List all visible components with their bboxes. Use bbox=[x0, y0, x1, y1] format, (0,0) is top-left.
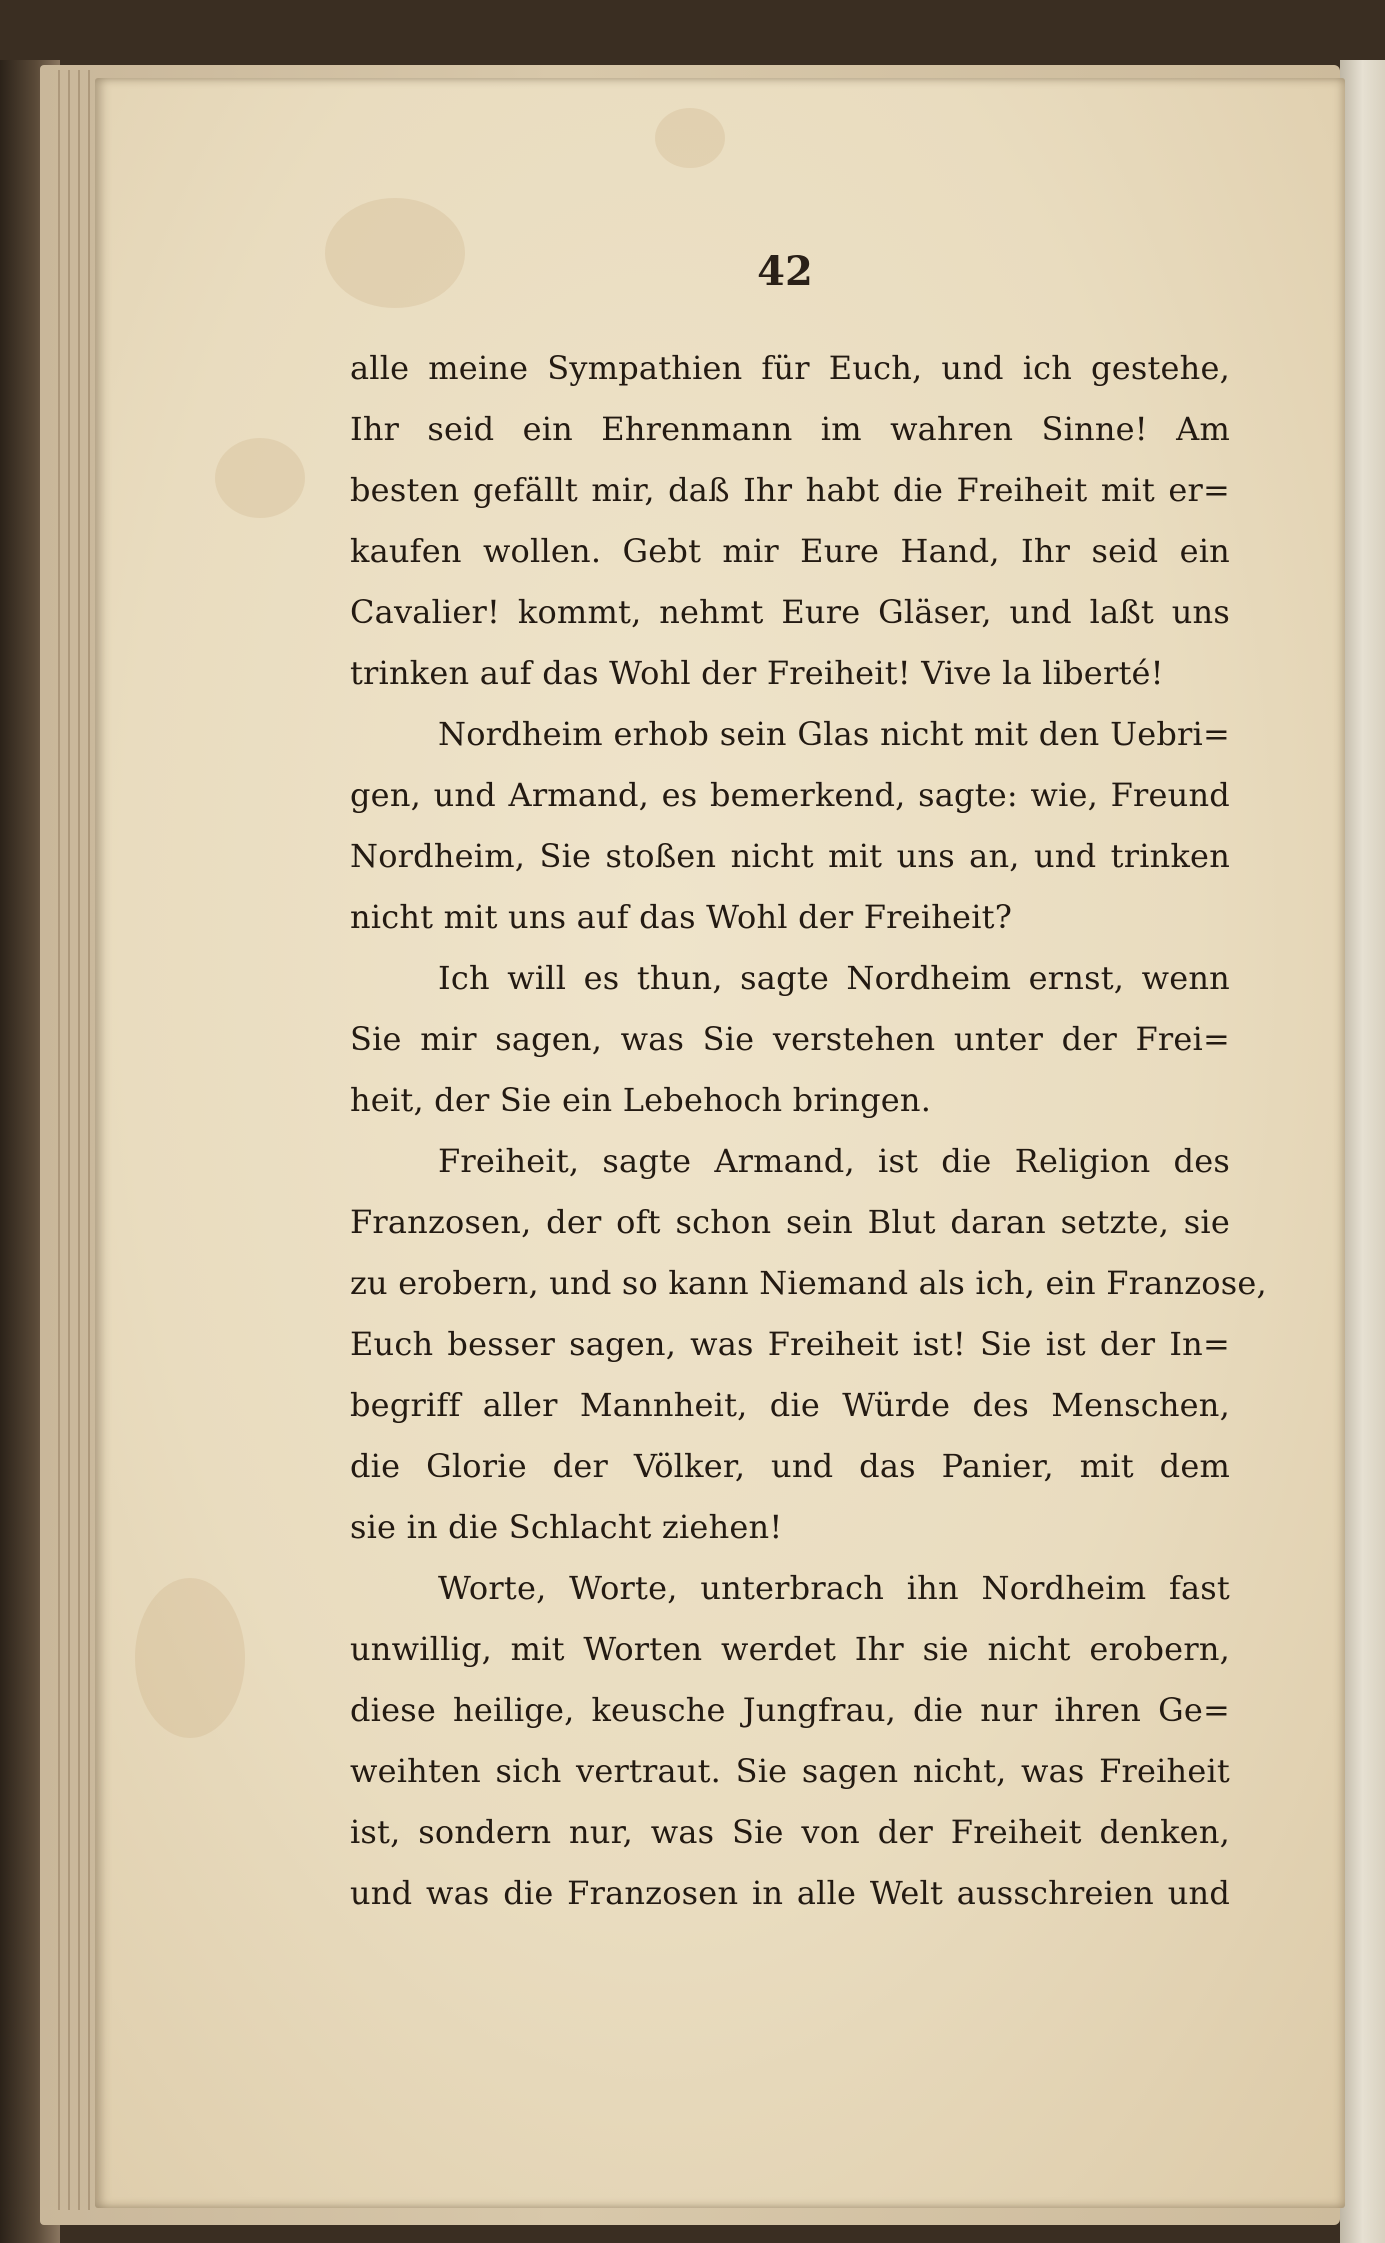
text-line: unwillig, mit Worten werdet Ihr sie nicht erobern, bbox=[350, 1630, 1230, 1668]
text-line: alle meine Sympathien für Euch, und ich gestehe, bbox=[350, 349, 1230, 387]
text-line: Ihr seid ein Ehrenmann im wahren Sinne! Am bbox=[350, 410, 1230, 448]
text-line: heit, der Sie ein Lebehoch bringen. bbox=[350, 1081, 932, 1119]
text-line: und was die Franzosen in alle Welt ausschreien und bbox=[350, 1874, 1230, 1912]
foxing-stain bbox=[135, 1578, 245, 1738]
text-line: begriff aller Mannheit, die Würde des Menschen, bbox=[350, 1386, 1230, 1424]
page-edge-line bbox=[78, 70, 80, 2210]
facing-page-edge bbox=[1340, 60, 1385, 2243]
text-line: besten gefällt mir, daß Ihr habt die Freiheit mit er= bbox=[350, 471, 1230, 509]
foxing-stain bbox=[215, 438, 305, 518]
page-edge-line bbox=[88, 70, 90, 2210]
foxing-stain bbox=[325, 198, 465, 308]
text-line: Nordheim, Sie stoßen nicht mit uns an, und trinken bbox=[350, 837, 1230, 875]
foxing-stain bbox=[655, 108, 725, 168]
text-line: Euch besser sagen, was Freiheit ist! Sie ist der In= bbox=[350, 1325, 1230, 1363]
text-line: ist, sondern nur, was Sie von der Freiheit denken, bbox=[350, 1813, 1230, 1851]
text-line: sie in die Schlacht ziehen! bbox=[350, 1508, 783, 1546]
text-line: Ich will es thun, sagte Nordheim ernst, wenn bbox=[438, 959, 1230, 997]
text-line: diese heilige, keusche Jungfrau, die nur ihren Ge= bbox=[350, 1691, 1230, 1729]
text-line: Worte, Worte, unterbrach ihn Nordheim fast bbox=[438, 1569, 1230, 1607]
text-line: zu erobern, und so kann Niemand als ich, ein Franzose, bbox=[350, 1264, 1267, 1302]
text-line: Sie mir sagen, was Sie verstehen unter der Frei= bbox=[350, 1020, 1230, 1058]
body-text bbox=[350, 338, 1267, 1924]
text-line: Franzosen, der oft schon sein Blut daran setzte, sie bbox=[350, 1203, 1230, 1241]
text-line: trinken auf das Wohl der Freiheit! Vive la liberté! bbox=[350, 654, 1164, 692]
page-edge-line bbox=[58, 70, 60, 2210]
text-line: Cavalier! kommt, nehmt Eure Gläser, und laßt uns bbox=[350, 593, 1230, 631]
text-line: nicht mit uns auf das Wohl der Freiheit? bbox=[350, 898, 1013, 936]
page-number: 42 bbox=[757, 248, 813, 295]
text-line: gen, und Armand, es bemerkend, sagte: wie, Freund bbox=[350, 776, 1230, 814]
page-edge-line bbox=[68, 70, 70, 2210]
text-line: weihten sich vertraut. Sie sagen nicht, was Freiheit bbox=[350, 1752, 1230, 1790]
text-line: Freiheit, sagte Armand, ist die Religion des bbox=[438, 1142, 1230, 1180]
text-line: Nordheim erhob sein Glas nicht mit den Uebri= bbox=[438, 715, 1230, 753]
text-line: die Glorie der Völker, und das Panier, mit dem bbox=[350, 1447, 1230, 1485]
text-line: kaufen wollen. Gebt mir Eure Hand, Ihr seid ein bbox=[350, 532, 1230, 570]
